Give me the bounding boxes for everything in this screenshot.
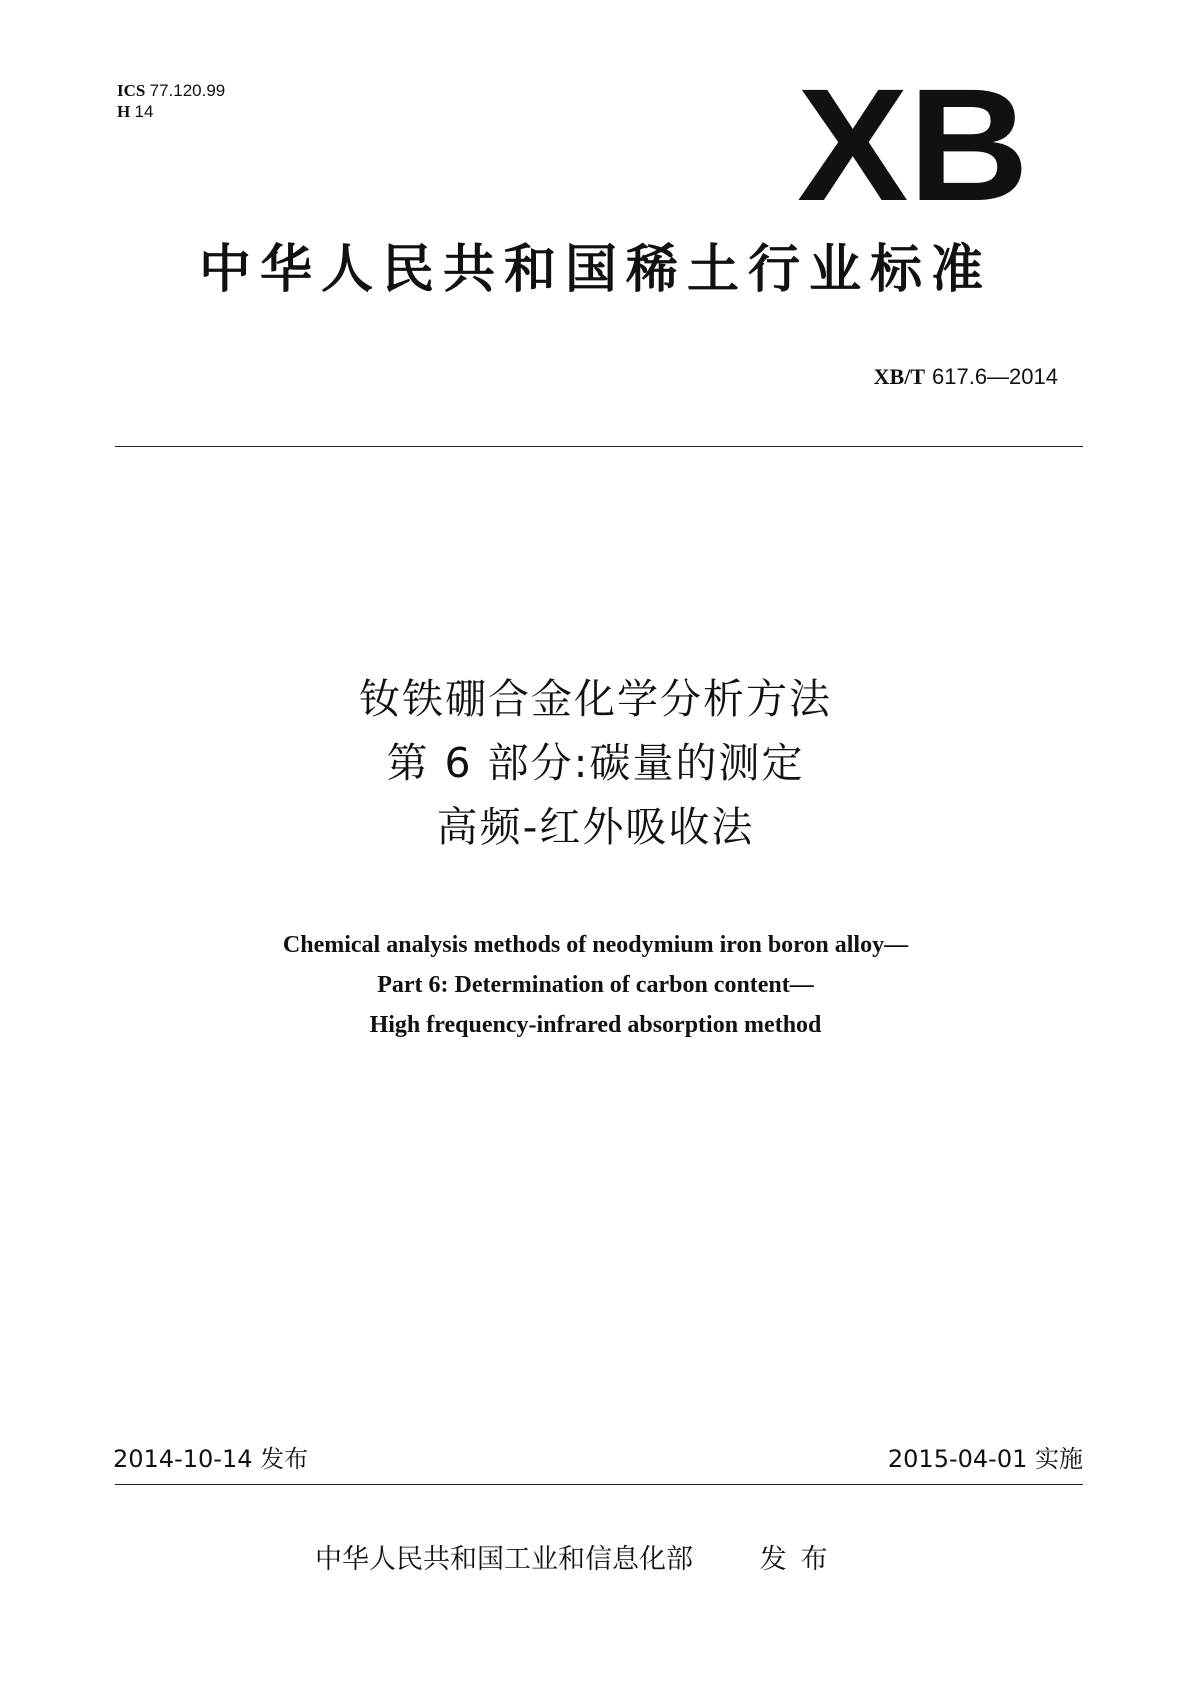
ics-value: 77.120.99 [149,81,226,100]
standard-number [874,364,1058,391]
main-title: 中华人民共和国稀土行业标准 [198,240,992,300]
ics-code-row [117,80,225,101]
publisher-line [315,1543,842,1577]
chinese-title-line-2: 第 6 部分:碳量的测定 [386,739,805,787]
xb-logo [793,72,1033,222]
publisher-action: 发布 [759,1544,842,1575]
chinese-title [0,667,1191,859]
ics-label: ICS [117,81,146,100]
english-title [0,925,1191,1045]
english-title-line-2: Part 6: Determination of carbon content— [377,972,814,998]
chinese-title-line-3: 高频-红外吸收法 [436,803,755,851]
ccs-value: 14 [134,102,154,121]
ccs-code-row [117,101,225,122]
publisher-name: 中华人民共和国工业和信息化部 [315,1544,693,1575]
ccs-label: H [117,102,131,121]
english-title-line-1: Chemical analysis methods of neodymium iron boron alloy— [282,932,909,958]
implementation-date: 2015-04-01 实施 [887,1445,1083,1473]
chinese-title-line-1: 钕铁硼合金化学分析方法 [359,675,832,723]
classification-codes [117,80,225,122]
standard-code: XB/T [873,364,925,389]
english-title-line-3: High frequency-infrared absorption method [369,1012,822,1038]
xb-logo-text: XB [797,72,1029,222]
bottom-divider [115,1484,1083,1485]
standard-number-value: 617.6—2014 [932,364,1058,389]
issue-date: 2014-10-14 发布 [113,1445,309,1473]
top-divider [115,446,1083,447]
